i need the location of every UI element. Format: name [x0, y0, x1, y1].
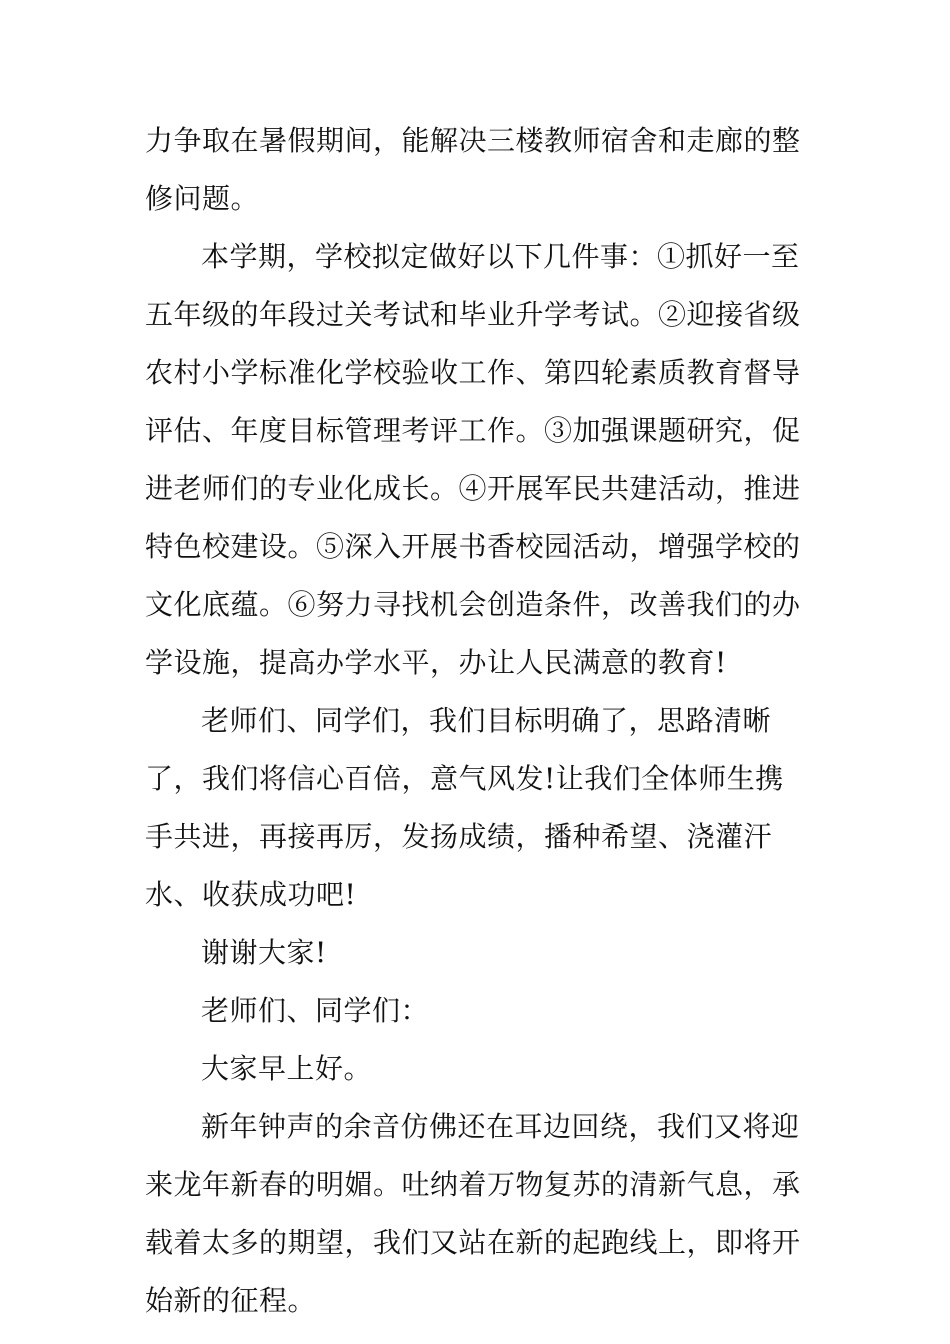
paragraph-continuation: 力争取在暑假期间，能解决三楼教师宿舍和走廊的整修问题。	[145, 124, 801, 215]
paragraph-call-to-action: 老师们、同学们，我们目标明确了，思路清晰了，我们将信心百倍，意气风发!让我们全体师生携手共进，再接再厉，发扬成绩，播种希望、浇灌汗水、收获成功吧!	[145, 704, 784, 911]
paragraph-greeting: 大家早上好。	[201, 1052, 373, 1085]
document-body	[145, 112, 810, 1330]
paragraph-new-year: 新年钟声的余音仿佛还在耳边回绕，我们又将迎来龙年新春的明媚。吐纳着万物复苏的清新气息，承载着太多的期望，我们又站在新的起跑线上，即将开始新的征程。	[145, 1110, 801, 1317]
paragraph-thanks: 谢谢大家!	[201, 936, 327, 969]
paragraph-semester-plans: 本学期，学校拟定做好以下几件事：①抓好一至五年级的年段过关考试和毕业升学考试。②迎接省级农村小学标准化学校验收工作、第四轮素质教育督导评估、年度目标管理考评工作。③加强课题研究，促进老师们的专业化成长。④开展军民共建活动，推进特色校建设。⑤深入开展书香校园活动，增强学校的文化底蕴。⑥努力寻找机会创造条件，改善我们的办学设施，提高办学水平，办让人民满意的教育!	[145, 240, 801, 679]
paragraph-salutation: 老师们、同学们：	[201, 994, 430, 1027]
